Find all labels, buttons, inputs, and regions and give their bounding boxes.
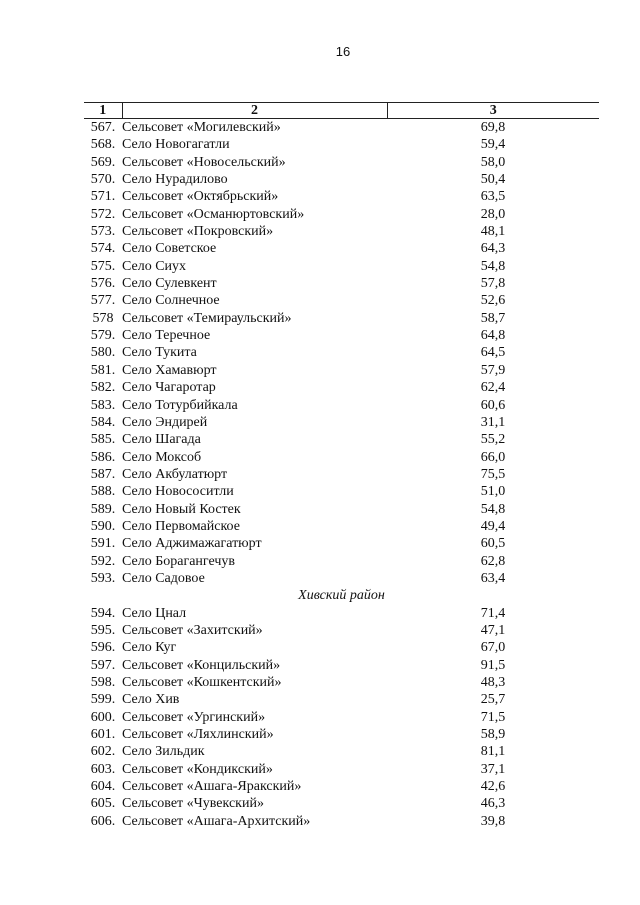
settlement-name: Сельсовет «Чувекский» [122, 796, 264, 812]
row-number: 584. [90, 414, 116, 430]
settlement-name: Село Чагаротар [122, 380, 216, 396]
row-value: 48,1 [480, 224, 506, 240]
row-number: 567. [90, 120, 116, 135]
table-row [84, 466, 599, 483]
header-row [84, 103, 599, 119]
row-number: 592. [90, 553, 116, 569]
settlement-name: Село Сиух [122, 258, 187, 274]
settlement-name: Сельсовет «Могилевский» [122, 120, 281, 135]
row-number: 568. [90, 137, 116, 153]
row-value: 58,7 [480, 310, 506, 326]
settlement-name: Сельсовет «Концильский» [122, 657, 281, 673]
data-table [84, 102, 599, 830]
row-value: 66,0 [480, 449, 506, 465]
row-value: 63,5 [480, 189, 506, 205]
table-row [84, 605, 599, 622]
row-value: 58,9 [480, 727, 506, 743]
table-row [84, 119, 599, 137]
row-value: 57,9 [480, 362, 506, 378]
row-value: 63,4 [480, 570, 506, 586]
table-row [84, 327, 599, 344]
table-row [84, 743, 599, 760]
row-number: 578 [92, 310, 114, 326]
table-row [84, 795, 599, 812]
page-number: 16 [335, 44, 351, 59]
row-number: 581. [90, 362, 116, 378]
settlement-name: Село Новый Костек [122, 501, 241, 517]
table-body [84, 119, 599, 831]
table-row [84, 362, 599, 379]
settlement-name: Сельсовет «Ашага-Яракский» [122, 779, 302, 795]
settlement-name: Село Шагада [122, 432, 201, 448]
settlement-name: Село Новососитли [122, 484, 234, 500]
row-value: 58,0 [480, 154, 506, 170]
table-row [84, 223, 599, 240]
row-value: 55,2 [480, 432, 506, 448]
row-number: 576. [90, 276, 116, 292]
settlement-name: Сельсовет «Темираульский» [122, 310, 292, 326]
row-value: 39,8 [480, 813, 506, 829]
row-value: 50,4 [480, 172, 506, 188]
row-value: 60,5 [480, 536, 506, 552]
table-row [84, 778, 599, 795]
table-row [84, 431, 599, 448]
table-row [84, 449, 599, 466]
row-number: 591. [90, 536, 116, 552]
row-value: 48,3 [480, 675, 506, 690]
row-number: 570. [90, 172, 116, 188]
row-value: 49,4 [480, 518, 506, 534]
row-number: 603. [90, 761, 116, 777]
row-number: 600. [90, 709, 116, 725]
table-row [84, 258, 599, 275]
table-row [84, 657, 599, 674]
settlement-name: Село Советское [122, 241, 217, 257]
settlement-name: Сельсовет «Ургинский» [122, 709, 266, 725]
row-value: 71,5 [480, 709, 506, 725]
settlement-name: Село Тукита [122, 345, 197, 361]
row-value: 54,8 [480, 501, 506, 517]
table-row [84, 154, 599, 171]
table-row [84, 761, 599, 778]
section-row [84, 587, 599, 604]
row-value: 46,3 [480, 796, 506, 812]
table-row [84, 518, 599, 535]
row-number: 604. [90, 779, 116, 795]
settlement-name: Село Эндирей [122, 414, 208, 430]
row-number: 573. [90, 224, 116, 240]
row-number: 588. [90, 484, 116, 500]
settlement-name: Село Теречное [122, 328, 211, 344]
settlement-name: Село Зильдик [122, 744, 205, 760]
table-row [84, 136, 599, 153]
table-row [84, 691, 599, 708]
table-row [84, 379, 599, 396]
row-number: 569. [90, 154, 116, 170]
settlement-name: Село Сулевкент [122, 276, 217, 292]
row-number: 583. [90, 397, 116, 413]
row-value: 64,5 [480, 345, 506, 361]
row-value: 62,4 [480, 380, 506, 396]
section-title: Хивский район [298, 588, 385, 604]
table-row [84, 414, 599, 431]
row-number: 602. [90, 744, 116, 760]
settlement-name: Сельсовет «Покровский» [122, 224, 274, 240]
table-row [84, 292, 599, 309]
settlement-name: Село Моксоб [122, 449, 202, 465]
header-col-2: 2 [122, 103, 387, 119]
settlement-name: Село Цнал [122, 605, 187, 621]
table-row [84, 622, 599, 639]
settlement-name: Село Борагангечув [122, 553, 235, 569]
header-col-3: 3 [387, 103, 599, 119]
settlement-name: Сельсовет «Октябрьский» [122, 189, 279, 205]
settlement-name: Село Хамавюрт [122, 362, 217, 378]
row-value: 67,0 [480, 640, 506, 656]
row-value: 81,1 [480, 744, 506, 760]
settlement-name: Село Первомайское [122, 518, 240, 534]
table-row [84, 709, 599, 726]
row-value: 52,6 [480, 293, 506, 309]
table-row [84, 501, 599, 518]
row-value: 64,3 [480, 241, 506, 257]
row-value: 31,1 [480, 414, 506, 430]
table-row [84, 535, 599, 552]
row-value: 60,6 [480, 397, 506, 413]
table-row [84, 570, 599, 587]
row-number: 587. [90, 466, 116, 482]
row-number: 601. [90, 727, 116, 743]
settlement-name: Сельсовет «Османюртовский» [122, 206, 305, 222]
row-value: 91,5 [480, 657, 506, 673]
settlement-name: Сельсовет «Кондикский» [122, 761, 273, 777]
row-value: 25,7 [480, 692, 506, 708]
row-number: 597. [90, 657, 116, 673]
table-row [84, 188, 599, 205]
row-value: 42,6 [480, 779, 506, 795]
table-row [84, 639, 599, 656]
row-value: 47,1 [480, 622, 506, 638]
row-number: 590. [90, 518, 116, 534]
row-value: 54,8 [480, 258, 506, 274]
settlement-name: Село Солнечное [122, 293, 220, 309]
row-value: 75,5 [480, 466, 506, 482]
table-row [84, 206, 599, 223]
row-value: 57,8 [480, 276, 506, 292]
table-row [84, 310, 599, 327]
header-col-1: 1 [84, 103, 122, 119]
settlement-name: Село Куг [122, 640, 177, 656]
row-number: 574. [90, 241, 116, 257]
row-value: 69,8 [480, 120, 506, 135]
table-row [84, 344, 599, 361]
row-number: 596. [90, 640, 116, 656]
table-row [84, 553, 599, 570]
settlement-name: Село Садовое [122, 570, 205, 586]
table-row [84, 813, 599, 830]
row-number: 585. [90, 432, 116, 448]
settlement-name: Село Хив [122, 692, 180, 708]
row-number: 594. [90, 605, 116, 621]
settlement-name: Село Нурадилово [122, 172, 228, 188]
row-value: 64,8 [480, 328, 506, 344]
row-number: 598. [90, 675, 116, 690]
row-number: 595. [90, 622, 116, 638]
row-number: 586. [90, 449, 116, 465]
table-header [84, 103, 599, 119]
settlement-name: Село Аджимажагатюрт [122, 536, 262, 552]
row-number: 582. [90, 380, 116, 396]
settlement-name: Сельсовет «Кошкентский» [122, 675, 282, 690]
settlement-name: Сельсовет «Захитский» [122, 622, 263, 638]
settlement-name: Село Акбулатюрт [122, 466, 228, 482]
table-row [84, 171, 599, 188]
row-number: 575. [90, 258, 116, 274]
row-value: 71,4 [480, 605, 506, 621]
settlement-name: Село Тотурбийкала [122, 397, 238, 413]
table-row [84, 674, 599, 691]
row-number: 599. [90, 692, 116, 708]
row-number: 572. [90, 206, 116, 222]
row-number: 593. [90, 570, 116, 586]
row-value: 37,1 [480, 761, 506, 777]
row-number: 580. [90, 345, 116, 361]
row-number: 577. [90, 293, 116, 309]
row-value: 28,0 [480, 206, 506, 222]
row-number: 606. [90, 813, 116, 829]
row-number: 579. [90, 328, 116, 344]
settlement-name: Село Новогагатли [122, 137, 230, 153]
table-row [84, 275, 599, 292]
settlement-name: Сельсовет «Ляхлинский» [122, 727, 274, 743]
settlement-name: Сельсовет «Ашага-Архитский» [122, 813, 311, 829]
row-value: 51,0 [480, 484, 506, 500]
table-row [84, 240, 599, 257]
row-number: 589. [90, 501, 116, 517]
table-row [84, 726, 599, 743]
row-number: 571. [90, 189, 116, 205]
table-row [84, 483, 599, 500]
settlement-name: Сельсовет «Новосельский» [122, 154, 286, 170]
row-value: 62,8 [480, 553, 506, 569]
row-value: 59,4 [480, 137, 506, 153]
table-row [84, 397, 599, 414]
row-number: 605. [90, 796, 116, 812]
